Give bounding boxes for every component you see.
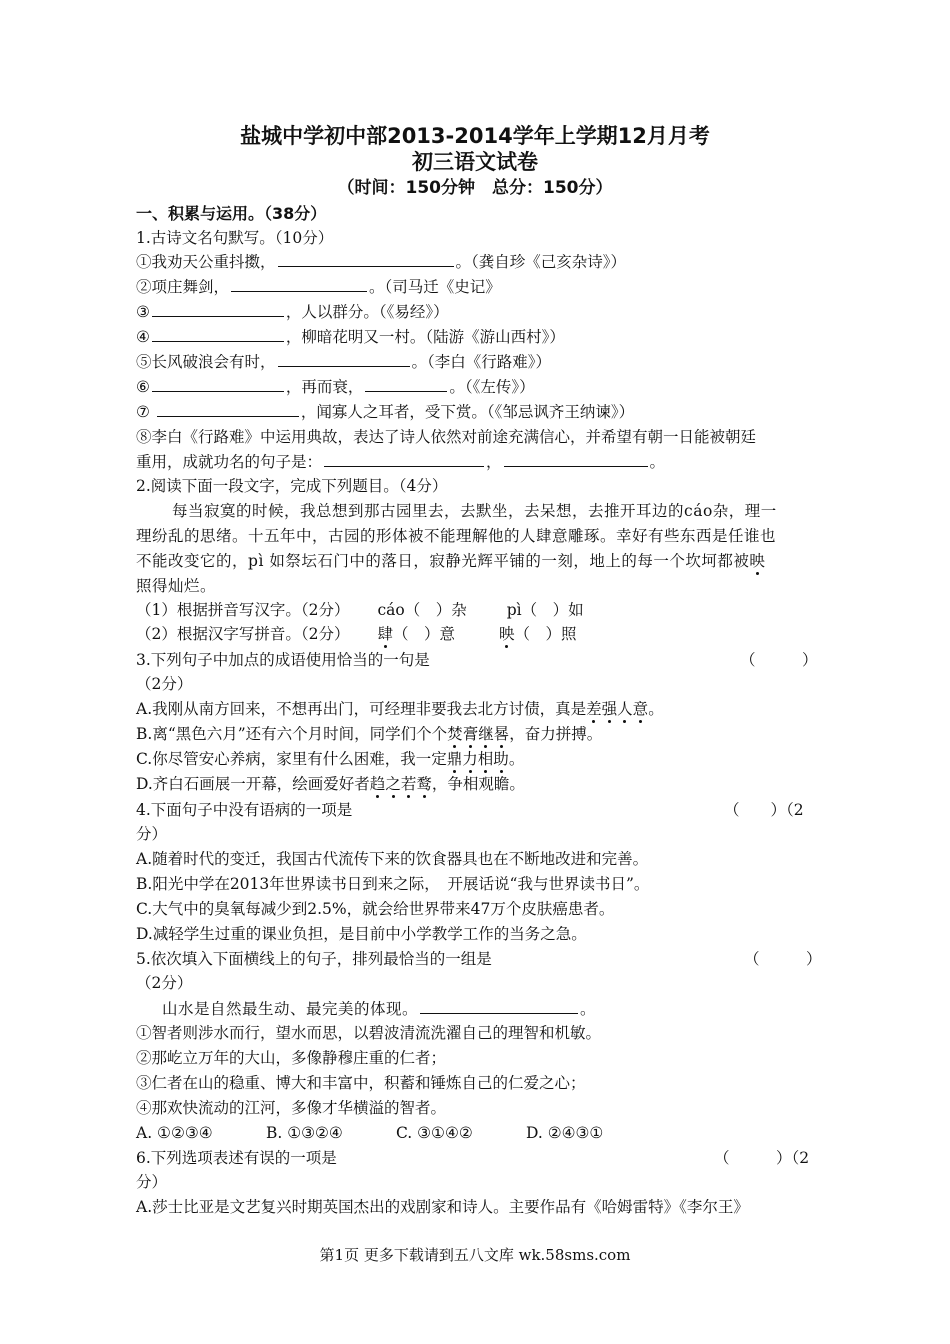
- answer-paren[interactable]: （ ）（2: [714, 1149, 810, 1167]
- answer-paren[interactable]: （ ）（2: [724, 801, 804, 819]
- answer-blank[interactable]: [152, 376, 284, 392]
- q4-stem: 4.下面句子中没有语病的一项是: [136, 801, 353, 819]
- q1-item-2: ②项庄舞剑， 。（司马迁《史记》: [136, 278, 501, 296]
- q1-item-1: ①我劝天公重抖擞， 。（龚自珍《己亥杂诗》）: [136, 253, 627, 271]
- choice-c[interactable]: C. ③①④②: [396, 1124, 473, 1142]
- q5-item: ②那屹立万年的大山，多像静穆庄重的仁者；: [136, 1049, 447, 1067]
- q3-option-a: A.我刚从南方回来，不想再出门，可经理非要我去北方讨债，真是差强人意。: [136, 700, 664, 718]
- q1-item-5: ⑤长风破浪会有时， 。（李白《行路难》）: [136, 353, 552, 371]
- dotted-idiom: 趋之若鹜: [369, 775, 432, 793]
- answer-blank[interactable]: [420, 998, 578, 1014]
- q4-option-c: C.大气中的臭氧每减少到2.5%，就会给世界带来47万个皮肤癌患者。: [136, 900, 615, 918]
- answer-blank[interactable]: [152, 326, 284, 342]
- q5-lead: 山水是自然最生动、最完美的体现。 。: [162, 1000, 597, 1018]
- q3-option-b: B.离“黑色六月”还有六个月时间，同学们个个焚膏继晷，奋力拼搏。: [136, 725, 603, 743]
- q2-passage-line: 不能改变它的，pì 如祭坛石门中的落日，寂静光辉平铺的一刻，地上的每一个坎坷都被映: [136, 552, 766, 570]
- answer-blank[interactable]: [365, 376, 447, 392]
- q2-passage-line: 每当寂寞的时候，我总想到那古园里去，去默坐，去呆想，去推开耳边的cáo杂，理一: [172, 502, 777, 520]
- q2-passage-line: 照得灿烂。: [136, 577, 217, 595]
- choice-b[interactable]: B. ①③②④: [266, 1124, 343, 1142]
- q1-item-6: ⑥ ，再而衰， 。（《左传》）: [136, 378, 535, 396]
- q2-stem: 2.阅读下面一段文字，完成下列题目。（4分）: [136, 477, 448, 495]
- answer-paren[interactable]: （ ）: [740, 651, 818, 669]
- answer-blank[interactable]: [231, 276, 367, 292]
- answer-blank[interactable]: [324, 451, 484, 467]
- exam-title: 盐城中学初中部2013-2014学年上学期12月月考: [240, 124, 710, 148]
- q3-option-c: C.你尽管安心养病，家里有什么困难，我一定鼎力相助。: [136, 750, 525, 768]
- q3-stem: 3.下列句子中加点的成语使用恰当的一句是: [136, 651, 430, 669]
- answer-paren[interactable]: （ ）: [744, 950, 822, 968]
- answer-blank[interactable]: [157, 401, 299, 417]
- dotted-idiom: 焚膏继晷: [447, 725, 510, 743]
- q4-score: 分）: [136, 825, 168, 843]
- q5-score: （2分）: [136, 974, 193, 992]
- answer-blank[interactable]: [504, 451, 648, 467]
- q4-option-a: A.随着时代的变迁，我国古代流传下来的饮食器具也在不断地改进和完善。: [136, 850, 649, 868]
- q1-stem: 1.古诗文名句默写。（10分）: [136, 229, 334, 247]
- q3-score: （2分）: [136, 675, 193, 693]
- q4-option-d: D.减轻学生过重的课业负担，是目前中小学教学工作的当务之急。: [136, 925, 587, 943]
- q1-item-7: ⑦ ，闻寡人之耳者，受下赏。（《邹忌讽齐王纳谏》）: [136, 403, 635, 421]
- q6-score: 分）: [136, 1173, 168, 1191]
- dotted-idiom: 差强人意: [586, 700, 649, 718]
- q2-passage-line: 理纷乱的思绪。十五年中，古园的形体被不能理解他的人肆意雕琢。幸好有些东西是任谁也: [136, 527, 777, 545]
- q5-item: ③仁者在山的稳重、博大和丰富中，积蓄和锤炼自己的仁爱之心；: [136, 1074, 586, 1092]
- q1-item-8: ⑧李白《行路难》中运用典故，表达了诗人依然对前途充满信心，并希望有朝一日能被朝廷: [136, 428, 757, 446]
- q2-sub-1: （1）根据拼音写汉字。（2分） cáo（ ）杂 pì（ ）如: [136, 601, 584, 619]
- q5-choices: [136, 1121, 603, 1145]
- q1-item-4: ④ ，柳暗花明又一村。（陆游《游山西村》）: [136, 328, 565, 346]
- dotted-idiom: 鼎力相助: [446, 750, 509, 768]
- q4-option-b: B.阳光中学在2013年世界读书日到来之际， 开展话说“我与世界读书日”。: [136, 875, 650, 893]
- q5-stem: 5.依次填入下面横线上的句子，排列最恰当的一组是: [136, 950, 492, 968]
- exam-subtitle: 初三语文试卷: [412, 150, 538, 174]
- q1-item-3: ③ ，人以群分。（《易经》）: [136, 303, 449, 321]
- q5-item: ④那欢快流动的江河，多像才华横溢的智者。: [136, 1099, 447, 1117]
- q5-item: ①智者则涉水而行，望水而思，以碧波清流洗濯自己的理智和机敏。: [136, 1024, 602, 1042]
- answer-blank[interactable]: [278, 251, 454, 267]
- q2-sub-2: （2）根据汉字写拼音。（2分） 肆（ ）意 映（ ）照: [136, 625, 577, 643]
- answer-blank[interactable]: [152, 301, 284, 317]
- choice-d[interactable]: D. ②④③①: [526, 1124, 604, 1142]
- q1-item-8-cont: 重用，成就功名的句子是： ， 。: [136, 453, 666, 471]
- q6-option-a: A.莎士比亚是文艺复兴时期英国杰出的戏剧家和诗人。主要作品有《哈姆雷特》《李尔王》: [136, 1198, 749, 1216]
- choice-a[interactable]: A. ①②③④: [136, 1124, 213, 1142]
- section-heading: 一、积累与运用。（38分）: [136, 204, 327, 223]
- page-footer: 第1页 更多下载请到五八文库 wk.58sms.com: [319, 1246, 631, 1264]
- q3-option-d: D.齐白石画展一开幕，绘画爱好者趋之若鹜，争相观瞻。: [136, 775, 525, 793]
- answer-blank[interactable]: [278, 351, 410, 367]
- q6-stem: 6.下列选项表述有误的一项是: [136, 1149, 337, 1167]
- exam-meta: （时间：150分钟 总分：150分）: [337, 178, 613, 198]
